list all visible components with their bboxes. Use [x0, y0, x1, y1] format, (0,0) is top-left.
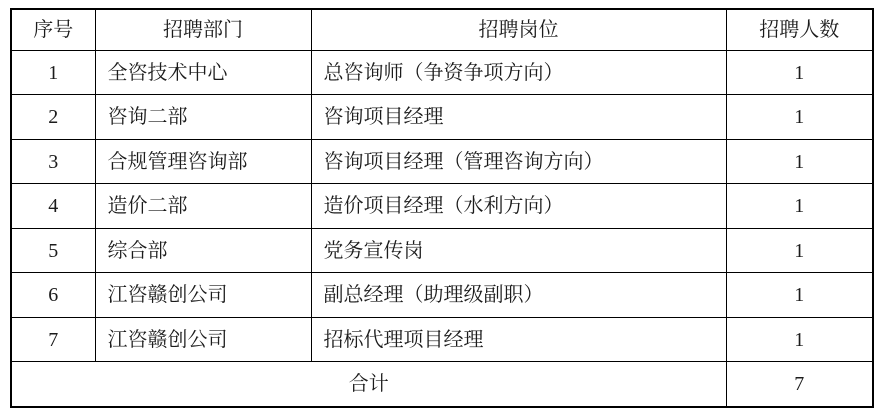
cell-position: 咨询项目经理（管理咨询方向） — [311, 139, 726, 183]
cell-department: 咨询二部 — [95, 95, 311, 139]
cell-department: 造价二部 — [95, 184, 311, 228]
cell-department: 江咨赣创公司 — [95, 273, 311, 317]
table-row — [11, 317, 873, 361]
cell-headcount: 1 — [726, 95, 873, 139]
header-department: 招聘部门 — [95, 9, 311, 51]
cell-headcount: 1 — [726, 51, 873, 95]
cell-department: 综合部 — [95, 228, 311, 272]
cell-department: 全咨技术中心 — [95, 51, 311, 95]
cell-headcount: 1 — [726, 184, 873, 228]
cell-headcount: 1 — [726, 273, 873, 317]
cell-serial-number: 3 — [11, 139, 95, 183]
header-position: 招聘岗位 — [311, 9, 726, 51]
table-row — [11, 228, 873, 272]
cell-headcount: 1 — [726, 139, 873, 183]
header-headcount: 招聘人数 — [726, 9, 873, 51]
cell-department: 江咨赣创公司 — [95, 317, 311, 361]
header-serial-number: 序号 — [11, 9, 95, 51]
total-value: 7 — [726, 362, 873, 407]
cell-serial-number: 5 — [11, 228, 95, 272]
cell-serial-number: 6 — [11, 273, 95, 317]
cell-headcount: 1 — [726, 317, 873, 361]
cell-headcount: 1 — [726, 228, 873, 272]
recruitment-table — [10, 8, 874, 408]
table-row — [11, 273, 873, 317]
cell-position: 总咨询师（争资争项方向） — [311, 51, 726, 95]
total-row — [11, 362, 873, 407]
cell-position: 咨询项目经理 — [311, 95, 726, 139]
cell-serial-number: 7 — [11, 317, 95, 361]
table-row — [11, 184, 873, 228]
cell-serial-number: 1 — [11, 51, 95, 95]
table-row — [11, 95, 873, 139]
cell-serial-number: 4 — [11, 184, 95, 228]
cell-position: 党务宣传岗 — [311, 228, 726, 272]
cell-department: 合规管理咨询部 — [95, 139, 311, 183]
cell-position: 招标代理项目经理 — [311, 317, 726, 361]
cell-position: 造价项目经理（水利方向） — [311, 184, 726, 228]
cell-position: 副总经理（助理级副职） — [311, 273, 726, 317]
cell-serial-number: 2 — [11, 95, 95, 139]
header-row — [11, 9, 873, 51]
table-row — [11, 51, 873, 95]
total-label: 合计 — [11, 362, 726, 407]
table-row — [11, 139, 873, 183]
